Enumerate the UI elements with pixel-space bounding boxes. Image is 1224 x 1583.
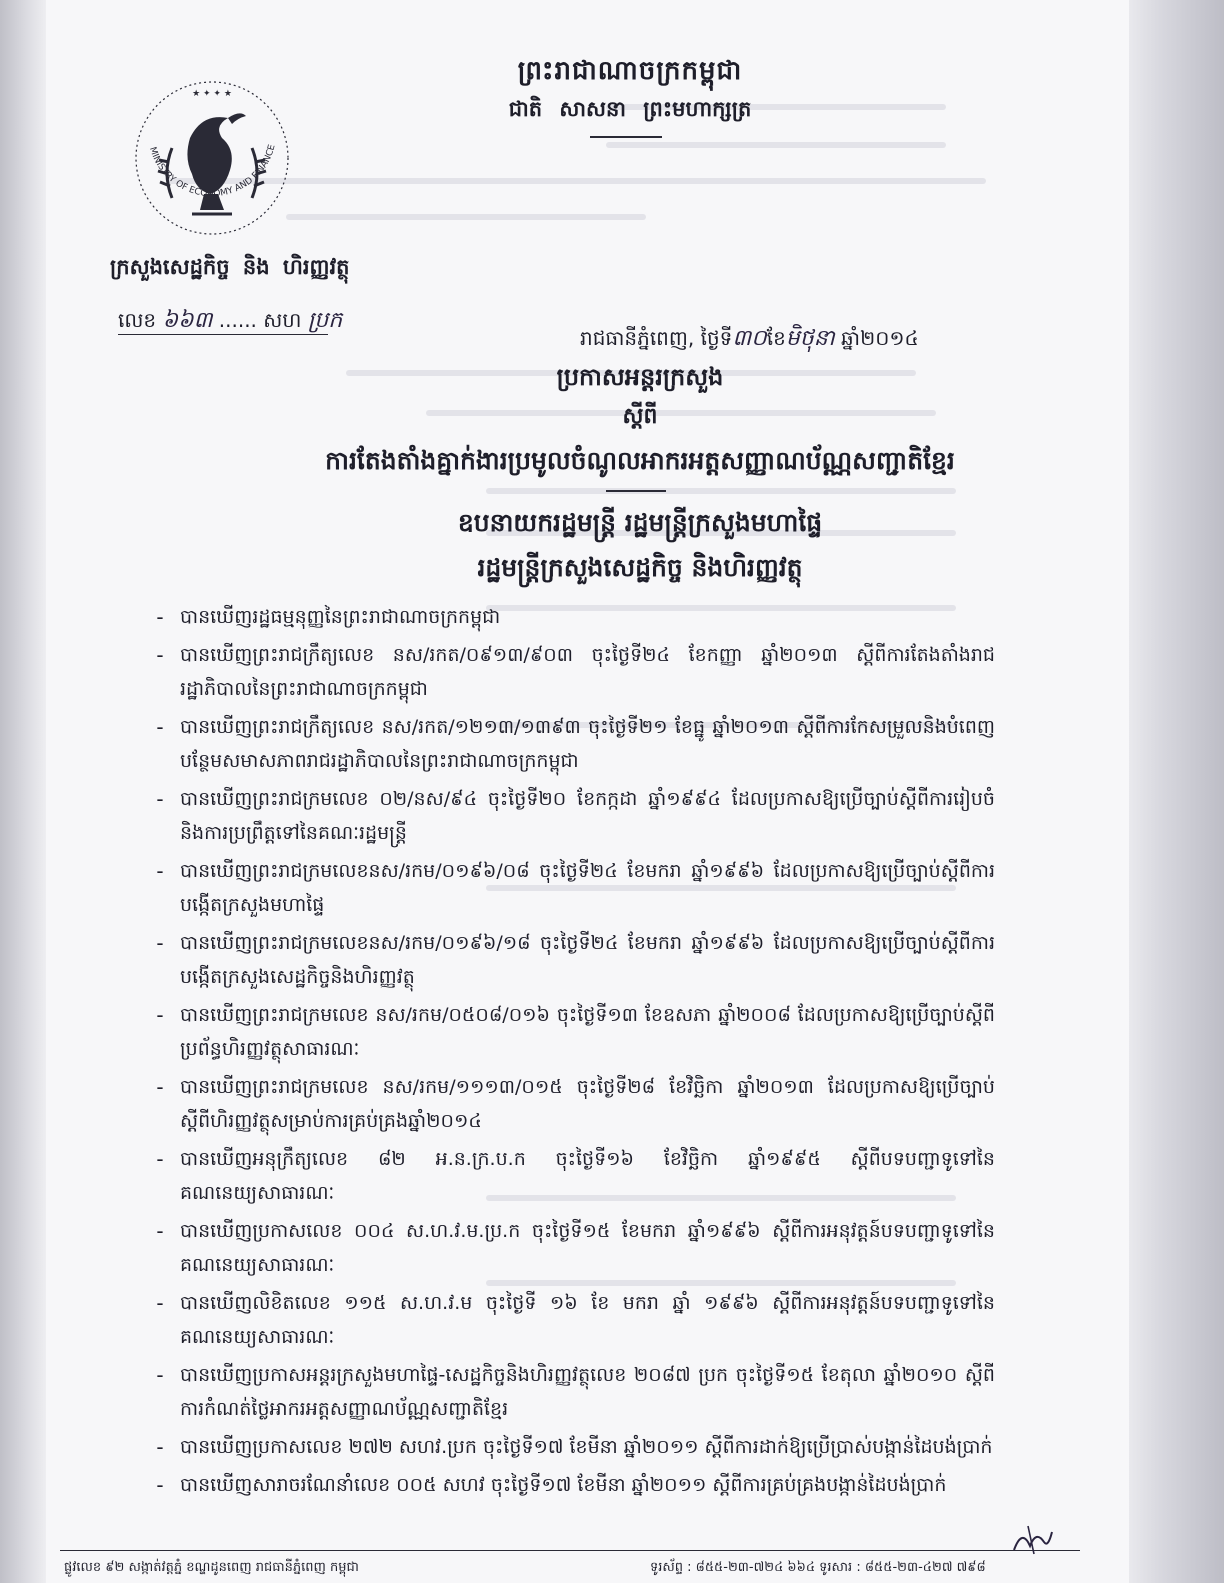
scan-edge-left (0, 0, 46, 1583)
dash-bullet: - (156, 1363, 164, 1387)
title-divider (606, 490, 666, 492)
ref-number: ៦៦៣ (162, 308, 213, 333)
document-type-title: ប្រកាសអន្តរក្រសួង (556, 363, 724, 391)
list-item: - បានឃើញព្រះរាជក្រមលេខនស/រកម/០១៩៦/០៨ ចុះថ្ងៃទី២៤ ខែមករា ឆ្នាំ១៩៩៦ ដែលប្រកាសឱ្យប្រើច្បាប់ស្តីពីការបង្កើតក្រសួងមហាផ្ទៃ (150, 854, 995, 922)
dash-bullet: - (156, 859, 164, 883)
dash-bullet: - (156, 1473, 164, 1497)
footer-address: ផ្លូវលេខ ៩២ សង្កាត់វត្តភ្នំ ខណ្ឌដូនពេញ រាជធានីភ្នំពេញ កម្ពុជា (64, 1560, 359, 1575)
motto-divider (590, 136, 662, 138)
list-item: - បានឃើញប្រកាសលេខ ០០៤ ស.ហ.វ.ម.ប្រ.ក ចុះថ្ងៃទី១៥ ខែមករា ឆ្នាំ១៩៩៦ ស្តីពីការអនុវត្តន៍បទបញ្ជាទូទៅនៃគណនេយ្យសាធារណៈ (150, 1214, 995, 1282)
list-item: - បានឃើញប្រកាសអន្តរក្រសួងមហាផ្ទៃ-សេដ្ឋកិច្ចនិងហិរញ្ញវត្ថុលេខ ២០៨៧ ប្រក ចុះថ្ងៃទី១៥ ខែតុលា ឆ្នាំ២០១០ ស្តីពីការកំណត់ថ្លៃអាករអត្តសញ្ញាណប័ណ្ណសញ្ជាតិខ្មែរ (150, 1358, 995, 1426)
handwritten-initials (1010, 1522, 1054, 1558)
date-year: ឆ្នាំ២០១៤ (841, 326, 919, 350)
subject-title: ការតែងតាំងគ្នាក់ងារប្រមូលចំណូលអាករអត្តសញ្ញាណប័ណ្ណសញ្ជាតិខ្មែរ (325, 446, 955, 475)
date-prefix: រាជធានីភ្នំពេញ, ថ្ងៃទី (580, 326, 733, 350)
ministry-seal-logo (132, 78, 292, 238)
ministry-name: ក្រសួងសេដ្ឋកិច្ច និង ហិរញ្ញវត្ថុ (110, 255, 350, 279)
ref-code-label: សហ (263, 308, 302, 332)
list-item: - បានឃើញព្រះរាជក្រមលេខ នស/រកម/១១១៣/០១៥ ចុះថ្ងៃទី២៨ ខែវិច្ឆិកា ឆ្នាំ២០១៣ ដែលប្រកាសឱ្យប្រើច្បាប់ស្តីពីហិរញ្ញវត្ថុសម្រាប់ការគ្រប់គ្រងឆ្នាំ២០១៤ (150, 1070, 995, 1138)
footer-rule (60, 1550, 1080, 1551)
seal-arc-text: MINISTRY OF ECONOMY AND FINANCE (147, 143, 278, 200)
dash-bullet: - (156, 931, 164, 955)
dash-bullet: - (156, 787, 164, 811)
ref-label: លេខ (118, 308, 157, 332)
dash-bullet: - (156, 715, 164, 739)
reference-number-line: លេខ ៦៦៣ ...... សហ ប្រក (118, 308, 343, 333)
list-item: - បានឃើញសារាចរណែនាំលេខ ០០៥ សហវ ចុះថ្ងៃទី១៧ ខែមីនា ឆ្នាំ២០១១ ស្តីពីការគ្រប់គ្រងបង្កាន់ដៃបង់ប្រាក់ (150, 1468, 995, 1502)
dash-bullet: - (156, 1075, 164, 1099)
reference-underline (118, 334, 328, 335)
date-month-label: ខែ (766, 326, 786, 350)
legal-references-list (150, 600, 995, 1506)
seal-top-text: ★ ✦ ✦ ★ (192, 89, 232, 99)
ref-code: ប្រក (307, 308, 343, 333)
national-motto: ជាតិ សាសនា ព្រះមហាក្សត្រ (508, 97, 752, 121)
list-item: - បានឃើញអនុក្រឹត្យលេខ ៨២ អ.ន.ក្រ.ប.ក ចុះថ្ងៃទី១៦ ខែវិច្ឆិកា ឆ្នាំ១៩៩៥ ស្តីពីបទបញ្ជាទូទៅនៃគណនេយ្យសាធារណៈ (150, 1142, 995, 1210)
list-item: - បានឃើញព្រះរាជក្រមលេខ នស/រកម/០៥០៨/០១៦ ចុះថ្ងៃទី១៣ ខែឧសភា ឆ្នាំ២០០៨ ដែលប្រកាសឱ្យប្រើច្បាប់ស្តីពីប្រព័ន្ធហិរញ្ញវត្ថុសាធារណៈ (150, 998, 995, 1066)
date-line (580, 324, 919, 356)
signatory-line-2: រដ្ឋមន្ត្រីក្រសួងសេដ្ឋកិច្ច និងហិរញ្ញវត្ថុ (477, 553, 803, 582)
kingdom-heading: ព្រះរាជាណាចក្រកម្ពុជា (517, 56, 743, 86)
dash-bullet: - (156, 1291, 164, 1315)
dash-bullet: - (156, 605, 164, 629)
list-item: - បានឃើញប្រកាសលេខ ២៧២ សហវ.ប្រក ចុះថ្ងៃទី១៧ ខែមីនា ឆ្នាំ២០១១ ស្តីពីការដាក់ឱ្យប្រើប្រាស់បង្កាន់ដៃបង់ប្រាក់ (150, 1430, 995, 1464)
list-item: - បានឃើញរដ្ឋធម្មនុញ្ញនៃព្រះរាជាណាចក្រកម្ពុជា (150, 600, 995, 634)
dash-bullet: - (156, 1219, 164, 1243)
dash-bullet: - (156, 1435, 164, 1459)
dash-bullet: - (156, 643, 164, 667)
about-label: ស្តីពី (622, 404, 658, 429)
dash-bullet: - (156, 1147, 164, 1171)
footer-phone: ទូរស័ព្ទ : ៨៥៥-២៣-៧២៤ ៦៦៤ ទូរសារ : ៨៥៥-២៣-៤២៧ ៧៩៨ (650, 1560, 986, 1575)
list-item: - បានឃើញលិខិតលេខ ១១៥ ស.ហ.វ.ម ចុះថ្ងៃទី ១៦ ខែ មករា ឆ្នាំ ១៩៩៦ ស្តីពីការអនុវត្តន៍បទបញ្ជាទូទៅនៃគណនេយ្យសាធារណៈ (150, 1286, 995, 1354)
list-item: - បានឃើញព្រះរាជក្រមលេខនស/រកម/០១៩៦/១៨ ចុះថ្ងៃទី២៤ ខែមករា ឆ្នាំ១៩៩៦ ដែលប្រកាសឱ្យប្រើច្បាប់ស្តីពីការបង្កើតក្រសួងសេដ្ឋកិច្ចនិងហិរញ្ញវត្ថុ (150, 926, 995, 994)
dash-bullet: - (156, 1003, 164, 1027)
list-item: - បានឃើញព្រះរាជក្រឹត្យលេខ នស/រកត/០៩១៣/៩០៣ ចុះថ្ងៃទី២៤ ខែកញ្ញា ឆ្នាំ២០១៣ ស្តីពីការតែងតាំងរាជរដ្ឋាភិបាលនៃព្រះរាជាណាចក្រកម្ពុជា (150, 638, 995, 706)
list-item: - បានឃើញព្រះរាជក្រឹត្យលេខ នស/រកត/១២១៣/១៣៩៣ ចុះថ្ងៃទី២១ ខែធ្នូ ឆ្នាំ២០១៣ ស្តីពីការកែសម្រួលនិងបំពេញបន្ថែមសមាសភាពរាជរដ្ឋាភិបាលនៃព្រះរាជាណាចក្រកម្ពុជា (150, 710, 995, 778)
date-month: មិថុនា (785, 326, 835, 351)
date-day: ៣០ (732, 326, 767, 351)
list-item: - បានឃើញព្រះរាជក្រមលេខ ០២/នស/៩៤ ចុះថ្ងៃទី២០ ខែកក្កដា ឆ្នាំ១៩៩៤ ដែលប្រកាសឱ្យប្រើច្បាប់ស្តីពីការរៀបចំនិងការប្រព្រឹត្តទៅនៃគណៈរដ្ឋមន្ត្រី (150, 782, 995, 850)
scan-edge-right (1129, 0, 1224, 1583)
signatory-line-1: ឧបនាយករដ្ឋមន្ត្រី រដ្ឋមន្ត្រីក្រសួងមហាផ្ទៃ (457, 508, 823, 537)
